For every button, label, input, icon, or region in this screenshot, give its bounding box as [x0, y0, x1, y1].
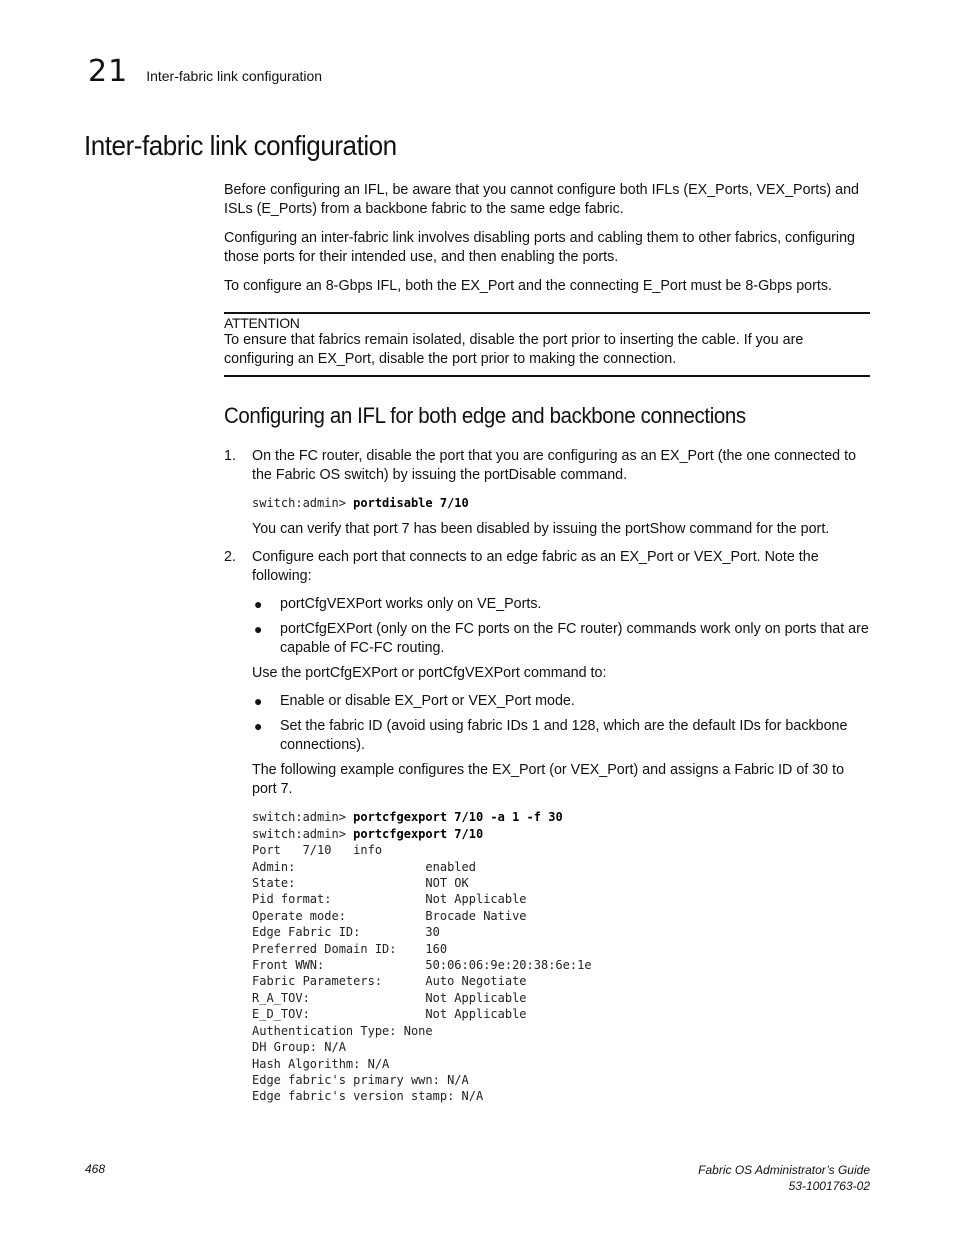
step-1-verify-text: You can verify that port 7 has been disabled by issuing the portShow command for the port. [252, 521, 830, 538]
code-output: Port 7/10 info Admin: enabled State: NOT OK Pid format: Not Applicable Operate mode: Brocade Native Edge Fabric ID: 30 Preferred Domain ID: 160 Front WWN: 50:06:06:9e:20:38:6e:1e Fabric Parameters: Auto Negotiate R_A_TOV: Not Applicable E_D_TOV: Not Applicable Authentication Type: None DH Group: N/A Hash Algorithm: N/A Edge fabric's primary wwn: N/A Edge fabric's version stamp: N/A [252, 843, 592, 1104]
attention-text: To ensure that fabrics remain isolated, disable the port prior to inserting the cable. If you are configuring an EX_Port, disable the port prior to making the connection. [224, 332, 804, 367]
bullet-item: ● portCfgVEXPort works only on VE_Ports. [254, 596, 542, 613]
footer-guide-info [698, 1162, 870, 1194]
example-text: The following example configures the EX_Port (or VEX_Port) and assigns a Fabric ID of 30 to port 7. [252, 762, 845, 798]
step-2-text: Configure each port that connects to an edge fabric as an EX_Port or VEX_Port. Note the following: [252, 549, 819, 585]
note-bullets [252, 595, 870, 658]
bullet-item: ● Set the fabric ID (avoid using fabric IDs 1 and 128, which are the default IDs for backbone connections). [254, 718, 848, 754]
step-1 [224, 447, 870, 539]
step-number: 2. [224, 549, 236, 566]
procedure-steps [224, 447, 870, 1105]
step-number: 1. [224, 448, 236, 464]
code-block-portcfgexport: switch:admin> portcfgexport 7/10 -a 1 -f 30 switch:admin> portcfgexport 7/10 Port 7/10 info Admin: enabled State: NOT OK Pid format: Not Applicable Operate mode: Brocade Native Edge Fabric ID: 30 Preferred Domain ID: 160 Front WWN: 50:06:06:9e:20:38:6e:1e Fabric Parameters: Auto Negotiate R_A_TOV: Not Applicable E_D_TOV: Not Applicable Authentication Type: None DH Group: N/A Hash Algorithm: N/A Edge fabric's primary wwn: N/A Edge fabric's version stamp: N/A [252, 810, 592, 1104]
page-title: Inter-fabric link configuration [84, 130, 397, 161]
code-block-portdisable: switch:admin> portdisable 7/10 [252, 496, 469, 510]
bullet-item: ● Enable or disable EX_Port or VEX_Port mode. [254, 693, 575, 710]
page-number: 468 [85, 1162, 106, 1176]
command-name: portShow [625, 521, 686, 538]
command-name: portCfgEXPort [280, 621, 373, 638]
use-bullets [252, 692, 870, 755]
command-name: portDisable [484, 467, 557, 483]
chapter-title: Inter-fabric link configuration [146, 68, 323, 84]
bullet-icon: ● [254, 693, 263, 710]
running-header [88, 54, 322, 89]
use-command-text: Use the portCfgEXPort or portCfgVEXPort command to: [252, 665, 607, 682]
bullet-icon: ● [254, 596, 263, 613]
intro-paragraph-1: Before configuring an IFL, be aware that you cannot configure both IFLs (EX_Ports, VEX_Ports) and ISLs (E_Ports) from a backbone fabric to the same edge fabric. [224, 182, 859, 217]
intro-paragraph-2: Configuring an inter-fabric link involves disabling ports and cabling them to other fabrics, configuring those ports for their intended use, and then enabling the ports. [224, 230, 855, 265]
intro-paragraph-3: To configure an 8-Gbps IFL, both the EX_Port and the connecting E_Port must be 8-Gbps ports. [224, 278, 832, 294]
body-column [224, 181, 870, 1105]
command-name: portCfgVEXPort [418, 665, 520, 682]
attention-label: ATTENTION [224, 315, 300, 331]
bullet-icon: ● [254, 621, 263, 638]
attention-box [224, 312, 870, 377]
step-2 [224, 548, 870, 1104]
chapter-number: 21 [88, 54, 129, 89]
section-title: Configuring an IFL for both edge and backbone connections [224, 403, 746, 428]
guide-title: Fabric OS Administrator’s Guide [698, 1163, 870, 1177]
bullet-icon: ● [254, 718, 263, 735]
command-name: portCfgVEXPort [280, 596, 382, 613]
bullet-item: ● portCfgEXPort (only on the FC ports on the FC router) commands work only on ports that are capable of FC-FC routing. [254, 621, 869, 657]
command-name: portCfgEXPort [305, 665, 398, 682]
step-1-text: On the FC router, disable the port that you are configuring as an EX_Port (the one connected to the Fabric OS switch) by issuing the portDisable command. [252, 448, 857, 483]
doc-number: 53-1001763-02 [788, 1179, 870, 1193]
